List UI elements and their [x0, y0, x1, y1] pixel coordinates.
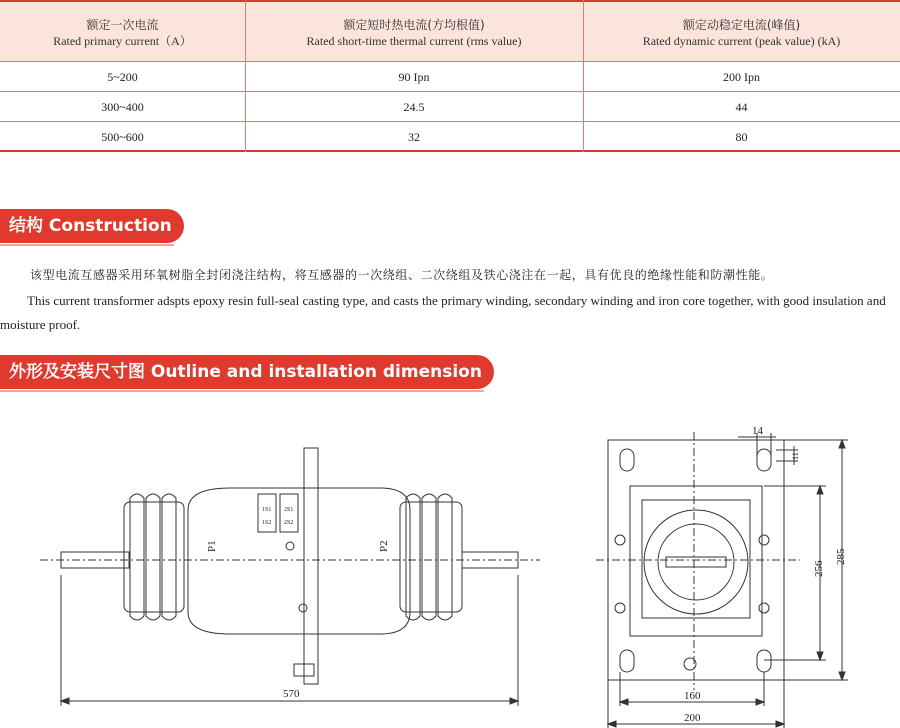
dim-label-570: 570: [283, 688, 300, 700]
terminal-block: [280, 494, 298, 532]
table-cell: 200 Ipn: [723, 70, 760, 84]
dim-label-11: 11: [791, 452, 800, 460]
header-en: Rated short-time thermal current (rms value): [306, 34, 522, 48]
screw-icon: [286, 542, 294, 550]
dim-label-200: 200: [684, 712, 701, 724]
label-p1: P1: [206, 540, 218, 552]
header-zh: 额定短时热电流(方均根值): [343, 18, 485, 32]
dim-label-14: 14: [752, 425, 763, 437]
table-cell: 300~400: [101, 100, 144, 114]
header-en: Rated primary current（A）: [53, 34, 192, 48]
terminal-block: [258, 494, 276, 532]
mounting-slot: [620, 650, 634, 672]
terminal-label: 1S2: [262, 520, 272, 526]
terminal-label: 2S1: [284, 507, 294, 513]
header-en: Rated dynamic current (peak value) (kA): [642, 34, 841, 48]
header-zh: 额定动稳定电流(峰值): [682, 18, 801, 32]
bolt-icon: [759, 535, 769, 545]
table-cell: 44: [735, 100, 748, 114]
construction-text-en: This current transformer adspts epoxy resin full-seal casting type, and casts the primary winding, secondary winding and iron core together, with good insulation and moisture proof.: [0, 293, 886, 332]
table-cell: 32: [408, 130, 420, 144]
section-heading-outline: 外形及安装尺寸图 Outline and installation dimension: [0, 355, 494, 389]
dim-label-285: 285: [835, 548, 847, 565]
terminal-label: 1S1: [262, 507, 272, 513]
table-cell: 500~600: [101, 130, 144, 144]
mounting-slot: [757, 449, 771, 471]
section-heading-construction: 结构 Construction: [0, 209, 184, 243]
insulator-bellows-left: [124, 494, 184, 620]
bolt-icon: [615, 535, 625, 545]
screw-icon: [299, 604, 307, 612]
bolt-icon: [759, 603, 769, 613]
construction-text-zh: 该型电流互感器采用环氧树脂全封闭浇注结构，将互感器的一次绕组、二次绕组及铁心浇注在一起，具有优良的绝缘性能和防潮性能。: [30, 268, 774, 282]
table-cell: 24.5: [403, 100, 425, 114]
mounting-slot: [757, 650, 771, 672]
insulator-bellows-right: [400, 494, 462, 620]
label-p2: P2: [378, 540, 390, 552]
table-cell: 5~200: [107, 70, 138, 84]
header-zh: 额定一次电流: [86, 18, 159, 32]
bolt-icon: [615, 603, 625, 613]
mounting-slot: [620, 449, 634, 471]
dim-label-160: 160: [684, 690, 701, 702]
table-cell: 80: [735, 130, 748, 144]
epoxy-body: [188, 488, 410, 634]
table-cell: 90 Ipn: [398, 70, 430, 84]
dim-label-256: 256: [813, 560, 825, 577]
terminal-label: 2S2: [284, 520, 294, 526]
mounting-plate: [304, 448, 318, 684]
